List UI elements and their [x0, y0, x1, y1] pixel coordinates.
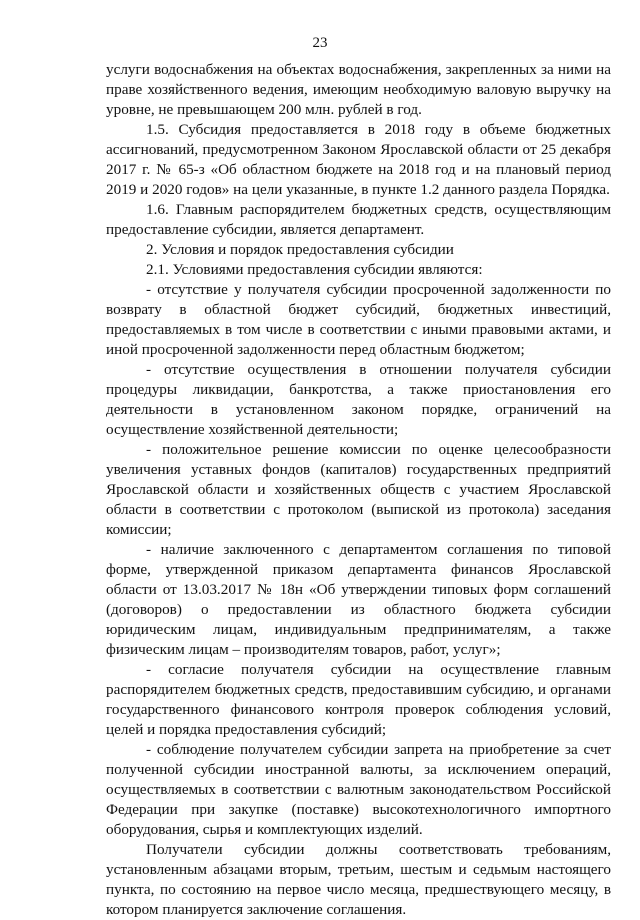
condition-item: - отсутствие у получателя субсидии просроченной задолженности по возврату в областной бюджет субсидий, бюджетных инвестиций, предоставляемых в том числе в соответствии с иными правовыми актами, и иной просроченной задолженности перед областным бюджетом;: [106, 281, 611, 358]
paragraph-1-6: 1.6. Главным распорядителем бюджетных средств, осуществляющим предоставление субсидии, является департамент.: [106, 201, 611, 238]
condition-item: - согласие получателя субсидии на осуществление главным распорядителем бюджетных средств, предоставившим субсидию, и органами государственного финансового контроля проверок соблюдения условий, целей и порядка предоставления субсидий;: [106, 661, 611, 738]
paragraph-continuation: услуги водоснабжения на объектах водоснабжения, закрепленных за ними на праве хозяйственного ведения, имеющим необходимую валовую выручку на уровне, не превышающем 200 млн. рублей в год.: [106, 61, 611, 118]
condition-item: - отсутствие осуществления в отношении получателя субсидии процедуры ликвидации, банкротства, а также приостановления его деятельности в установленном законом порядке, ограничений на осуществление хозяйственной деятельности;: [106, 361, 611, 438]
condition-item: - соблюдение получателем субсидии запрета на приобретение за счет полученной субсидии иностранной валюты, за исключением операций, осуществляемых в соответствии с валютным законодательством Российской Федерации при закупке (поставке) высокотехнологичного импортного оборудования, сырья и комплектующих изделий.: [106, 741, 611, 838]
document-body: [106, 60, 611, 920]
section-heading: 2. Условия и порядок предоставления субсидии: [146, 241, 454, 258]
paragraph-1-5: 1.5. Субсидия предоставляется в 2018 году в объеме бюджетных ассигнований, предусмотренном Законом Ярославской области от 25 декабря 2017 г. № 65-з «Об областном бюджете на 2018 год и на плановый период 2019 и 2020 годов» на цели указанные, в пункте 1.2 данного раздела Порядка.: [106, 121, 611, 198]
paragraph-2-1: 2.1. Условиями предоставления субсидии являются:: [146, 261, 483, 278]
page-number: 23: [312, 35, 328, 51]
condition-item: - наличие заключенного с департаментом соглашения по типовой форме, утвержденной приказом департамента финансов Ярославской области от 13.03.2017 № 18н «Об утверждении типовых форм соглашений (договоров) о предоставлении из областного бюджета субсидии юридическим лицам, индивидуальным предпринимателям, а также физическим лицам – производителям товаров, работ, услуг»;: [106, 541, 611, 658]
paragraph-recipients: Получатели субсидии должны соответствовать требованиям, установленным абзацами вторым, третьим, шестым и седьмым настоящего пункта, по состоянию на первое число месяца, предшествующего месяцу, в котором планируется заключение соглашения.: [106, 841, 611, 918]
condition-item: - положительное решение комиссии по оценке целесообразности увеличения уставных фондов (капиталов) государственных предприятий Ярославской области и хозяйственных обществ с участием Ярославской области в соответствии с протоколом (выпиской из протокола) заседания комиссии;: [106, 441, 611, 538]
